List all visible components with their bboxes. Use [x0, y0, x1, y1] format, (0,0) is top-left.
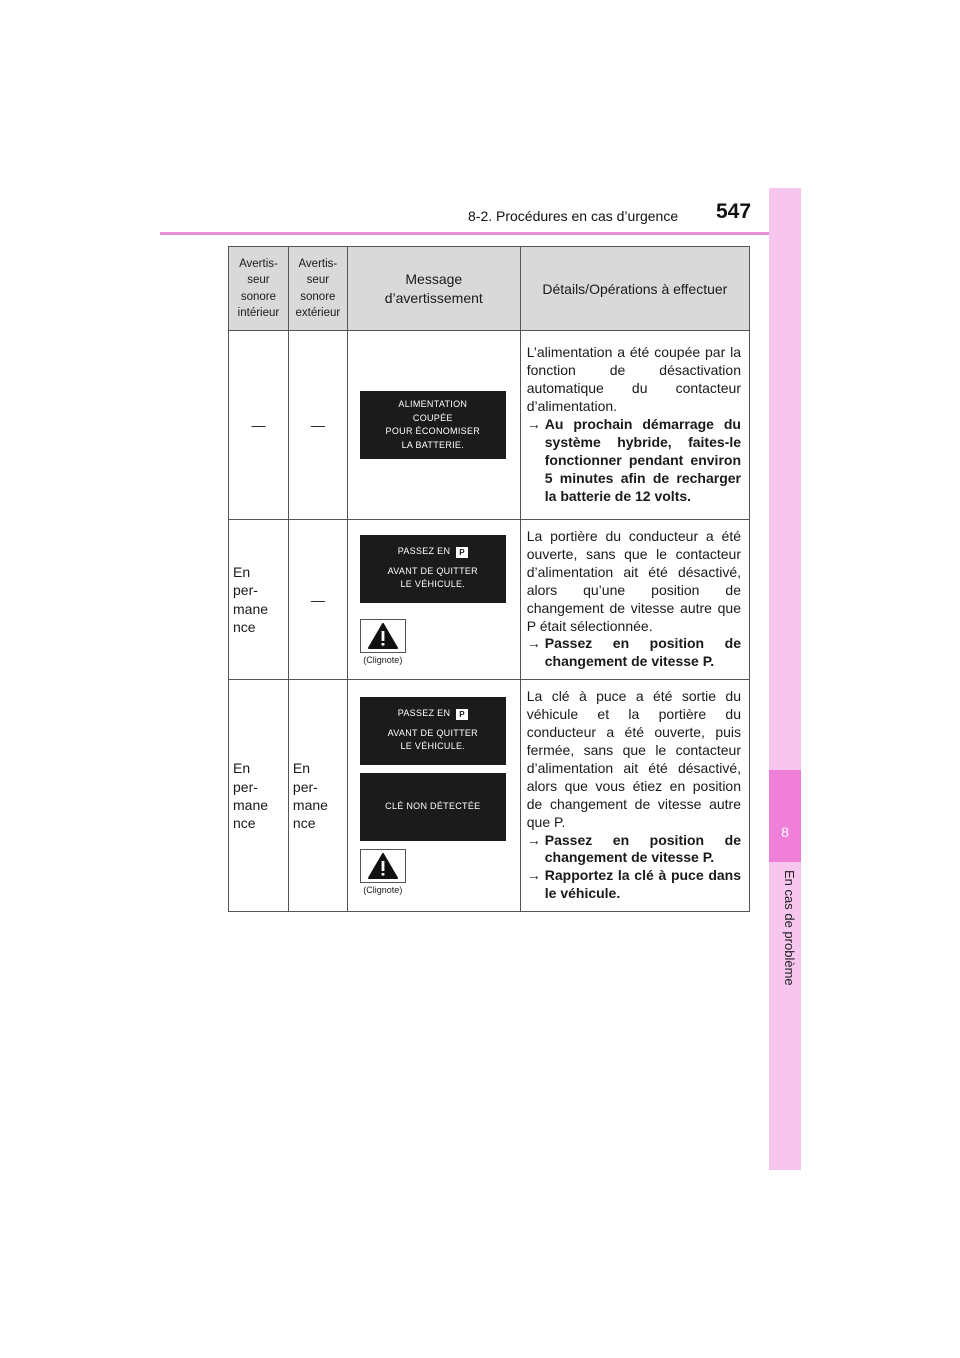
warning-light	[360, 619, 410, 665]
arrow-icon: →	[526, 831, 541, 848]
screen-line: LA BATTERIE.	[401, 439, 465, 450]
details-cell	[520, 680, 749, 912]
table-row	[229, 520, 750, 680]
screen-line: PASSEZ EN P	[398, 545, 468, 559]
message-cell	[347, 680, 520, 912]
header-rule	[160, 232, 800, 235]
interior-buzzer-cell	[229, 680, 289, 912]
table-header-row	[229, 247, 750, 331]
page-number: 547	[716, 200, 752, 223]
display-screen	[360, 773, 506, 841]
header-exterior-buzzer: Avertis- seur sonore extérieur	[288, 247, 347, 331]
exterior-buzzer-cell: —	[288, 520, 347, 680]
chapter-number: 8	[781, 824, 789, 840]
shift-p-badge: P	[456, 709, 468, 720]
screen-line: ALIMENTATION	[398, 399, 468, 409]
details-text: La portière du conducteur a été ouverte, sans que le contacteur d’alimentation ait été désactivé, alors qu’une position de changement de vitesse autre que P était sélectionnée.	[526, 528, 741, 634]
details-text: L’alimentation a été coupée par la fonction de désactivation automatique du contacteur d’alimentation.	[526, 344, 741, 415]
screen-line: AVANT DE QUITTER	[387, 565, 478, 576]
arrow-icon: →	[526, 867, 541, 884]
details-cell	[520, 520, 749, 680]
arrow-icon: →	[526, 416, 541, 433]
screen-line: AVANT DE QUITTER	[387, 727, 478, 738]
section-title: 8-2. Procédures en cas d’urgence	[468, 208, 679, 224]
screen-line: CLÉ NON DÉTECTÉE	[385, 800, 481, 811]
warning-table	[228, 246, 750, 912]
chapter-number-tab	[769, 770, 801, 862]
message-cell	[347, 331, 520, 520]
screen-line: PASSEZ EN P	[398, 707, 468, 721]
header-interior-buzzer: Avertis- seur sonore intérieur	[229, 247, 289, 331]
interior-buzzer-cell: —	[229, 331, 289, 520]
warning-light	[360, 849, 410, 895]
exterior-buzzer-cell	[288, 680, 347, 912]
action-text: Rapportez la clé à puce dans le véhicule.	[544, 867, 741, 902]
chapter-label: En cas de problème	[782, 870, 797, 986]
buzzer-label: En per-mane nce	[233, 564, 269, 635]
interior-buzzer-cell	[229, 520, 289, 680]
action-item	[527, 635, 741, 671]
warning-triangle-icon	[360, 619, 406, 653]
display-screen	[360, 535, 506, 603]
buzzer-label: En per-mane nce	[233, 760, 269, 831]
blink-caption: (Clignote)	[363, 654, 403, 665]
screen-line: LE VÉHICULE.	[400, 579, 466, 590]
shift-p-badge: P	[456, 547, 468, 558]
details-cell	[520, 331, 749, 520]
screen-line: COUPÉE	[412, 412, 453, 423]
details-text: La clé à puce a été sortie du véhicule et la portière du conducteur a été ouverte, puis fermée, sans que le contacteur d’alimentation ait été désactivé, alors que vous étiez en position de changement de vitesse autre que P.	[526, 688, 741, 830]
action-text: Passez en position de changement de vitesse P.	[544, 635, 741, 670]
exterior-buzzer-cell: —	[288, 331, 347, 520]
warning-triangle-icon	[360, 849, 406, 883]
action-text: Passez en position de changement de vitesse P.	[544, 831, 741, 866]
header-warning-message: Message d’avertissement	[347, 247, 520, 331]
blink-caption: (Clignote)	[363, 884, 403, 895]
action-item	[527, 832, 741, 868]
action-item	[527, 416, 741, 506]
table-row	[229, 680, 750, 912]
buzzer-label: En per-mane nce	[292, 760, 328, 831]
display-screen	[360, 391, 506, 459]
header-details: Détails/Opérations à effectuer	[520, 247, 749, 331]
screen-line: LE VÉHICULE.	[400, 741, 466, 752]
table-row	[229, 331, 750, 520]
arrow-icon: →	[526, 635, 541, 652]
screen-line: POUR ÉCONOMISER	[385, 426, 481, 436]
action-item	[527, 867, 741, 903]
message-cell	[347, 520, 520, 680]
action-text: Au prochain démarrage du système hybride, faites-le fonctionner pendant environ 5 minutes afin de recharger la batterie de 12 volts.	[544, 416, 741, 504]
display-screen	[360, 697, 506, 765]
